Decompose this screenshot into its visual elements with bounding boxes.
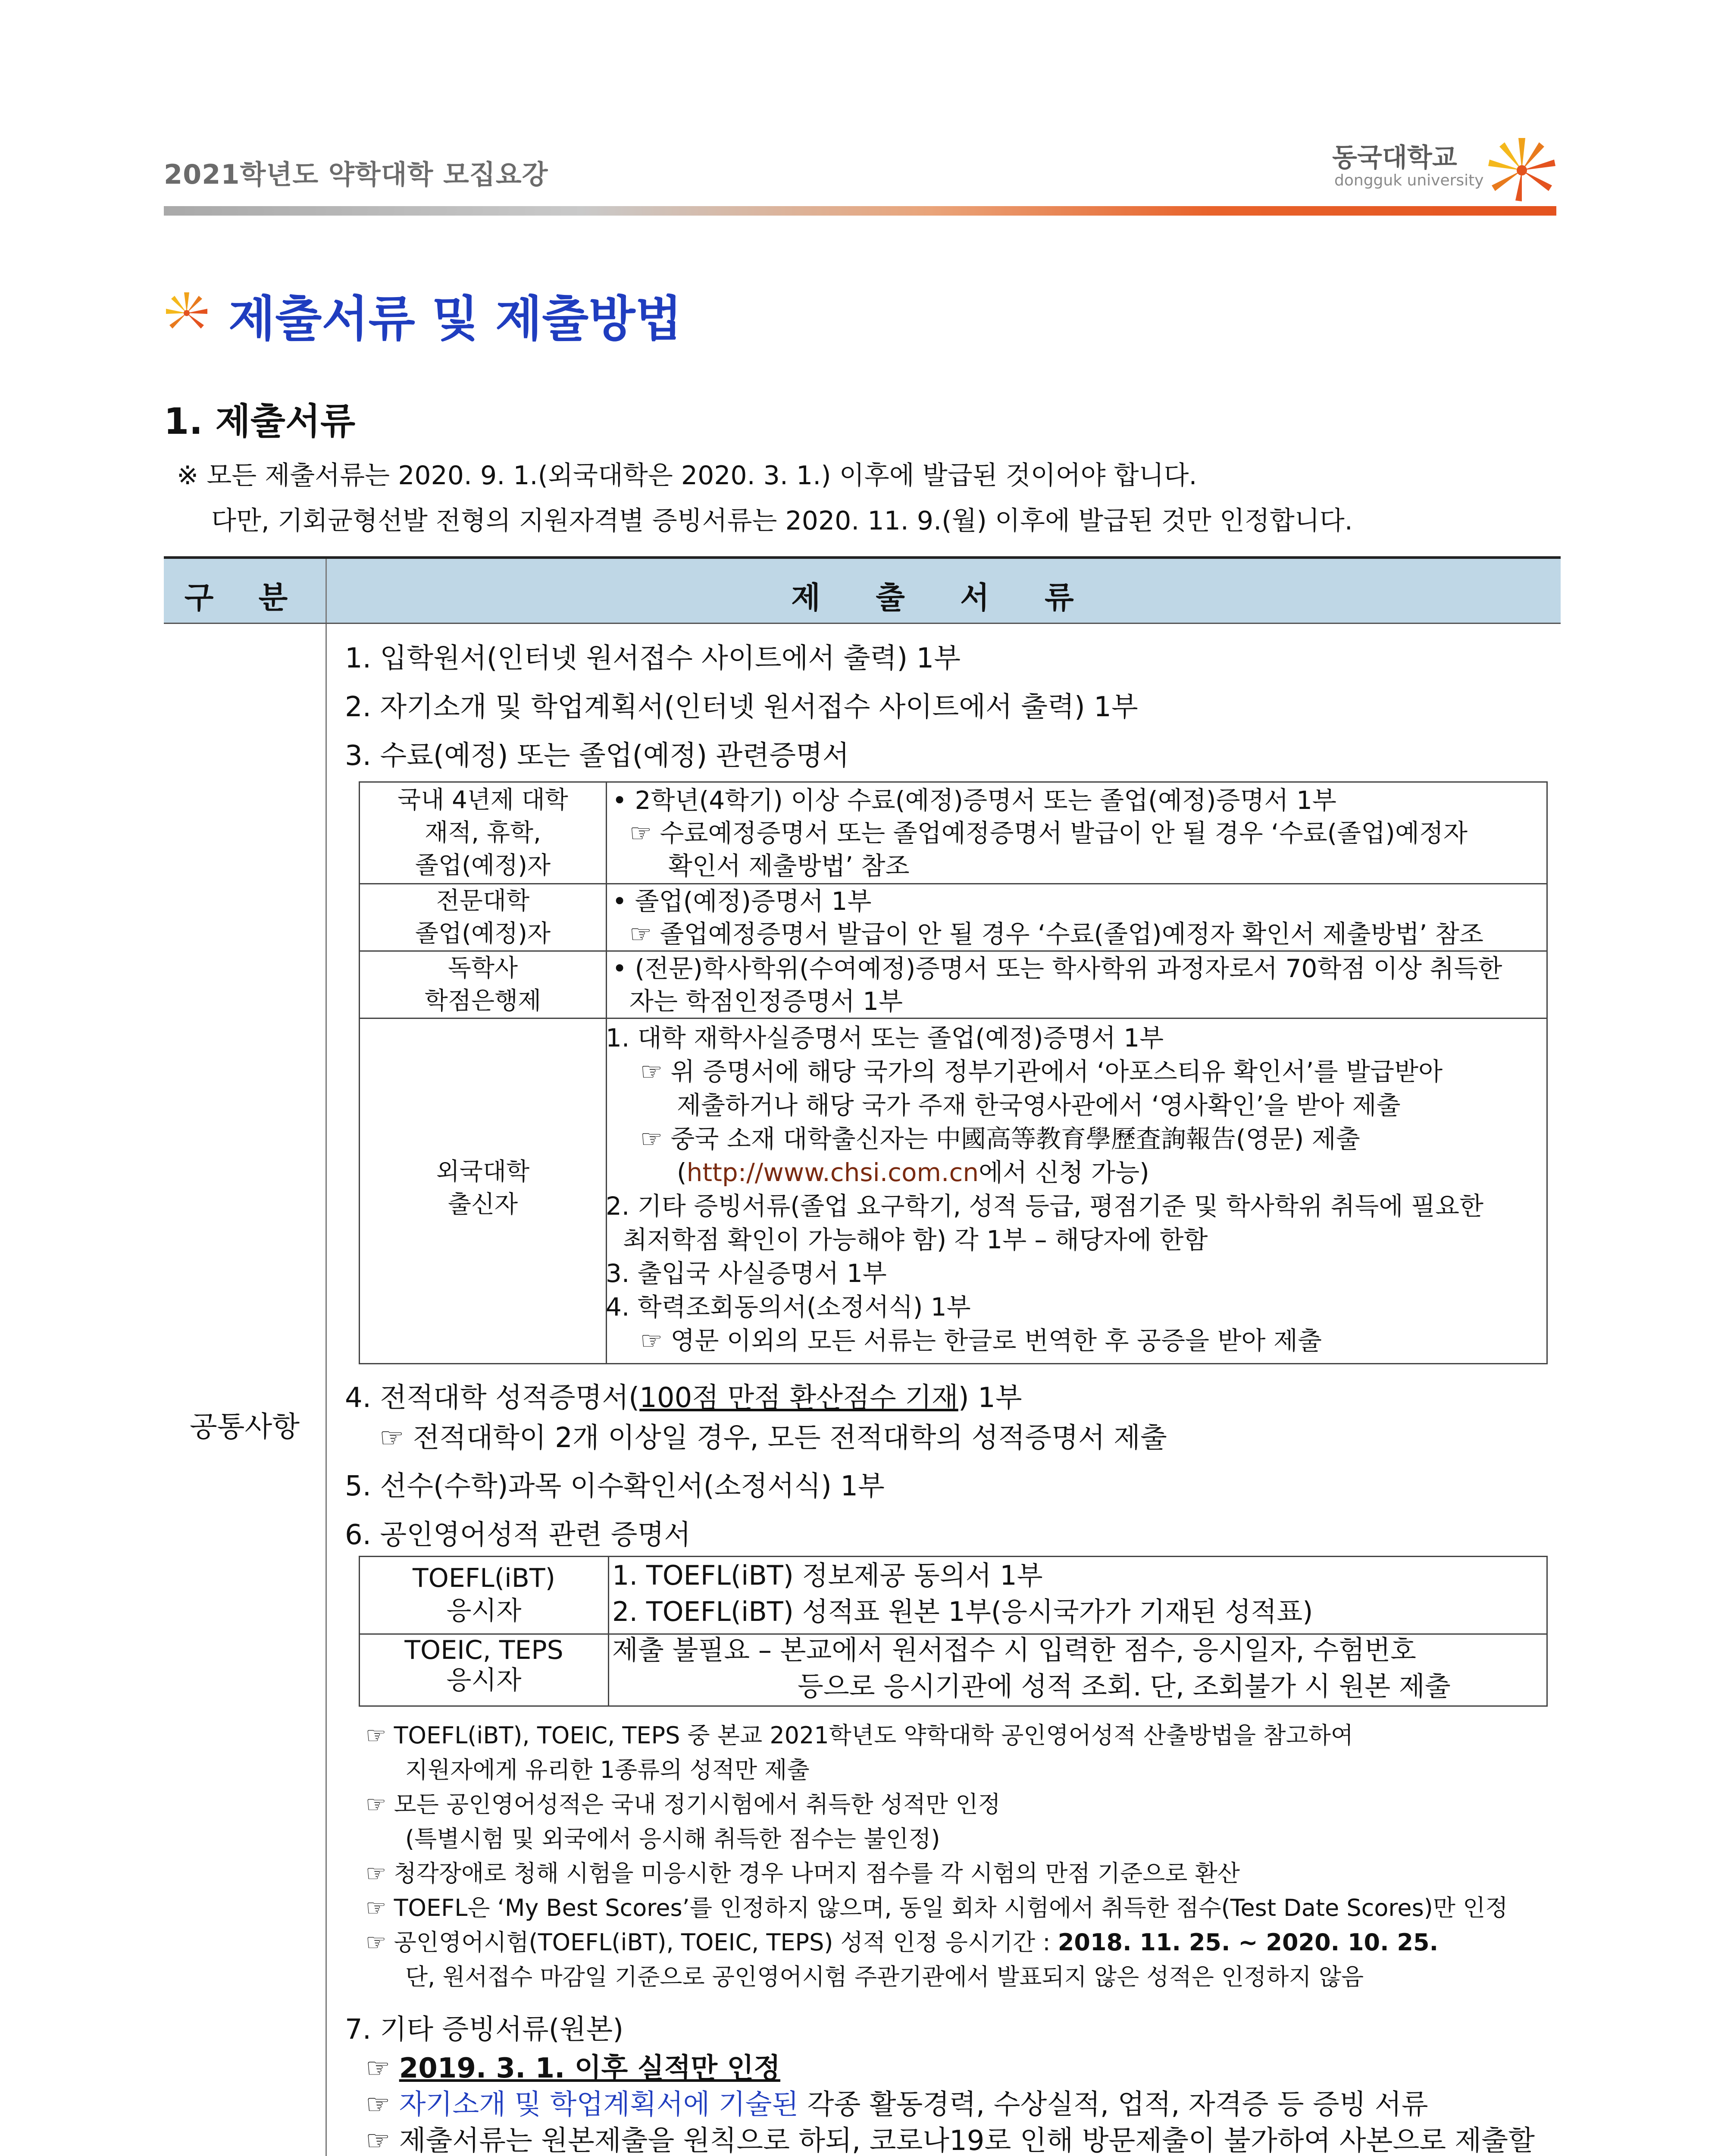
document-item-5: 5. 선수(수학)과목 이수확인서(소정서식) 1부 — [345, 1470, 885, 1502]
etc-note-2-highlight: 자기소개 및 학업계획서에 기술된 — [399, 2089, 799, 2121]
graduation-row-rule — [359, 883, 1548, 884]
document-item-7: 7. 기타 증빙서류(원본) — [345, 2014, 624, 2046]
item4-text-end: ) 1부 — [958, 1382, 1022, 1414]
document-item-3: 3. 수료(예정) 또는 졸업(예정) 관련증명서 — [345, 740, 849, 772]
label-line: 재적, 휴학, — [425, 819, 541, 847]
logo-text-en: dongguk university — [1334, 172, 1484, 189]
note-line: 단, 원서접수 마감일 기준으로 공인영어시험 주관기관에서 발표되지 않은 성적은 인정하지 않음 — [405, 1963, 1364, 1990]
etc-note-1 — [366, 2050, 1535, 2087]
doc-note-line-url — [606, 1156, 1483, 1189]
note-line: 지원자에게 유리한 1종류의 성적만 제출 — [405, 1756, 810, 1783]
junior-college-docs — [612, 885, 1483, 950]
doc-line: • (전문)학사학위(수여예정)증명서 또는 학사학위 과정자로서 70학점 이상 취득한 — [612, 954, 1502, 983]
row-label-junior-college — [360, 885, 606, 950]
doc-line: 1. 대학 재학사실증명서 또는 졸업(예정)증명서 1부 — [606, 1023, 1164, 1053]
doc-line: 제출 불필요 – 본교에서 원서접수 시 입력한 점수, 응시일자, 수험번호 — [612, 1634, 1416, 1666]
label-line: 학점은행제 — [424, 987, 541, 1015]
url-suffix: 에서 신청 가능) — [979, 1158, 1149, 1187]
table-header-bottom-rule — [164, 623, 1561, 624]
graduation-row-rule — [359, 950, 1548, 952]
row-label-toefl — [360, 1562, 608, 1627]
label-line: 전문대학 — [436, 887, 530, 915]
notice-line-1: ※ 모든 제출서류는 2020. 9. 1.(외국대학은 2020. 3. 1.) 이후에 발급된 것이어야 합니다. — [177, 461, 1197, 491]
toeic-teps-docs — [612, 1632, 1451, 1705]
doc-line: 자는 학점인정증명서 1부 — [629, 987, 903, 1016]
category-cell: 공통사항 — [189, 1410, 300, 1443]
note-line-period — [366, 1925, 1508, 1960]
document-item-4-note: ☞ 전적대학이 2개 이상일 경우, 모든 전적대학의 성적증명서 제출 — [379, 1422, 1167, 1454]
document-item-4 — [345, 1376, 1022, 1415]
table-column-divider — [325, 624, 327, 2156]
section-title: 제출서류 및 제출방법 — [228, 291, 682, 347]
document-item-6: 6. 공인영어성적 관련 증명서 — [345, 1519, 691, 1551]
period-dates: 2018. 11. 25. ~ 2020. 10. 25. — [1058, 1929, 1439, 1956]
doc-note-line: ☞ 위 증명서에 해당 국가의 정부기관에서 ‘아포스티유 확인서’를 발급받아 — [640, 1057, 1443, 1086]
label-line: 응시자 — [446, 1596, 522, 1626]
row-label-toeic-teps — [360, 1635, 608, 1695]
document-item-1: 1. 입학원서(인터넷 원서접수 사이트에서 출력) 1부 — [345, 642, 961, 674]
label-line: 응시자 — [446, 1665, 522, 1695]
document-header-title: 2021학년도 약학대학 모집요강 — [164, 159, 548, 190]
doc-line: 1. TOEFL(iBT) 정보제공 동의서 1부 — [612, 1560, 1043, 1591]
notice-line-2: 다만, 기회균형선발 전형의 지원자격별 증빙서류는 2020. 11. 9.(월) 이후에 발급된 것만 인정합니다. — [211, 506, 1353, 536]
doc-note-line: 확인서 제출방법’ 참조 — [668, 851, 910, 881]
etc-note-3 — [366, 2123, 1535, 2156]
toefl-docs — [612, 1557, 1313, 1630]
label-line: 독학사 — [447, 954, 518, 982]
doc-line: 2. TOEFL(iBT) 성적표 원본 1부(응시국가가 기재된 성적표) — [612, 1596, 1313, 1627]
graduation-row-rule — [359, 1018, 1548, 1019]
etc-note-2 — [366, 2087, 1535, 2123]
etc-note-3-line-1: 제출서류는 원본제출을 원칙으로 하되, 코로나19로 인해 방문제출이 불가하여 사본으로 제출할 — [399, 2125, 1535, 2156]
url-prefix: ( — [677, 1158, 687, 1187]
doc-line: 3. 출입국 사실증명서 1부 — [606, 1259, 887, 1288]
foreign-university-docs — [606, 1021, 1483, 1357]
chsi-link[interactable]: http://www.chsi.com.cn — [686, 1158, 979, 1187]
label-line: 외국대학 — [436, 1158, 530, 1186]
doc-note-line: ☞ 영문 이외의 모든 서류는 한글로 번역한 후 공증을 받아 제출 — [640, 1326, 1322, 1355]
document-item-2: 2. 자기소개 및 학업계획서(인터넷 원서접수 사이트에서 출력) 1부 — [345, 691, 1138, 723]
doc-line: 2. 기타 증빙서류(졸업 요구학기, 성적 등급, 평점기준 및 학사학위 취득에 필요한 — [606, 1191, 1484, 1221]
note-line: ☞ 청각장애로 청해 시험을 미응시한 경우 나머지 점수를 각 시험의 만점 기준으로 환산 — [366, 1860, 1240, 1887]
english-table-divider — [608, 1556, 609, 1707]
column-header-documents: 제 출 서 류 — [791, 580, 1096, 615]
domestic-university-docs — [612, 784, 1468, 882]
label-line: 졸업(예정)자 — [415, 920, 551, 948]
doc-line: • 졸업(예정)증명서 1부 — [612, 887, 872, 916]
pointing-hand-icon: ☞ — [366, 2053, 391, 2084]
doc-note-line: ☞ 수료예정증명서 또는 졸업예정증명서 발급이 안 될 경우 ‘수료(졸업)예정자 — [629, 818, 1468, 848]
pointing-hand-icon: ☞ — [366, 2125, 391, 2156]
label-line: 출신자 — [447, 1191, 518, 1219]
dongguk-logo-icon — [1474, 129, 1569, 203]
doc-note-line: ☞ 졸업예정증명서 발급이 안 될 경우 ‘수료(졸업)예정자 확인서 제출방법’ 참조 — [629, 919, 1483, 949]
column-header-category: 구 분 — [184, 580, 305, 615]
doc-note-line: ☞ 중국 소재 대학출신자는 中國高等教育學歷査詢報告(영문) 제출 — [640, 1124, 1360, 1153]
header-rule — [164, 206, 1556, 216]
row-label-self-study — [360, 952, 606, 1018]
note-line: ☞ 모든 공인영어성적은 국내 정기시험에서 취득한 성적만 인정 — [366, 1791, 1001, 1818]
note-line: (특별시험 및 외국에서 응시해 취득한 점수는 불인정) — [405, 1825, 940, 1852]
self-study-docs — [612, 952, 1502, 1018]
label-line: 졸업(예정)자 — [415, 852, 551, 880]
section-flower-icon — [163, 288, 210, 335]
note-line: ☞ TOEFL은 ‘My Best Scores’를 인정하지 않으며, 동일 회차 시험에서 취득한 점수(Test Date Scores)만 인정 — [366, 1894, 1508, 1921]
etc-notes — [366, 2050, 1535, 2156]
etc-note-2-text: 각종 활동경력, 수상실적, 업적, 자격증 등 증빙 서류 — [798, 2089, 1428, 2121]
doc-note-line: 제출하거나 해당 국가 주재 한국영사관에서 ‘영사확인’을 받아 제출 — [677, 1091, 1401, 1120]
note-line: ☞ TOEFL(iBT), TOEIC, TEPS 중 본교 2021학년도 약학대학 공인영어성적 산출방법을 참고하여 — [366, 1722, 1354, 1749]
logo-text-ko: 동국대학교 — [1332, 143, 1457, 173]
item4-text: 4. 전적대학 성적증명서( — [345, 1382, 640, 1414]
doc-line: 최저학점 확인이 가능해야 함) 각 1부 – 해당자에 한함 — [623, 1225, 1208, 1254]
doc-line: 4. 학력조회동의서(소정서식) 1부 — [606, 1292, 971, 1322]
doc-line: • 2학년(4학기) 이상 수료(예정)증명서 또는 졸업(예정)증명서 1부 — [612, 786, 1336, 815]
subsection-title: 1. 제출서류 — [164, 400, 356, 442]
item4-underlined: 100점 만점 환산점수 기재 — [639, 1382, 958, 1414]
label-line: TOEIC, TEPS — [404, 1635, 563, 1665]
label-line: TOEFL(iBT) — [412, 1563, 556, 1593]
row-label-foreign-university — [360, 1156, 606, 1221]
row-label-domestic-university — [360, 784, 606, 882]
doc-line: 등으로 응시기관에 성적 조회. 단, 조회불가 시 원본 제출 — [798, 1670, 1451, 1702]
etc-note-1-text: 2019. 3. 1. 이후 실적만 인정 — [399, 2053, 781, 2084]
period-label: ☞ 공인영어시험(TOEFL(iBT), TOEIC, TEPS) 성적 인정 응시기간 : — [366, 1929, 1058, 1956]
english-score-notes — [366, 1718, 1508, 1994]
pointing-hand-icon: ☞ — [366, 2089, 391, 2121]
label-line: 국내 4년제 대학 — [397, 786, 568, 814]
